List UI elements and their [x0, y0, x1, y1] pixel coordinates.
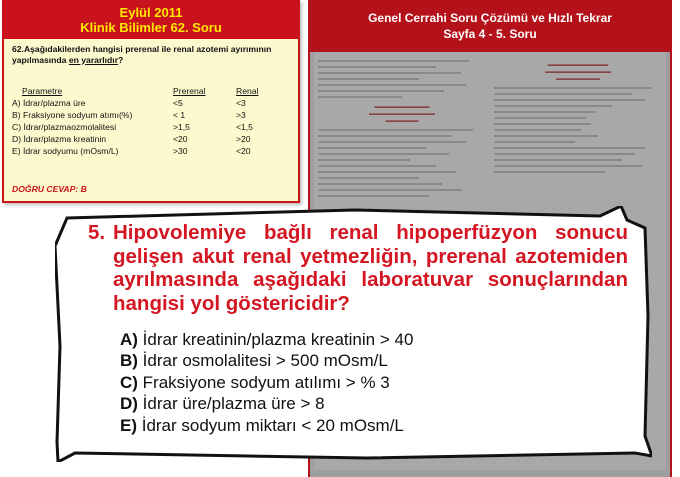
col-header-param: Parametre [22, 86, 63, 96]
option-b [120, 350, 413, 371]
table-row [12, 121, 296, 133]
question-number: 5. [88, 221, 106, 244]
question-text: Hipovolemiye bağlı renal hipoperfüzyon sonucu gelişen akut renal yetmezliğin, prerenal azotemiden ayrılmasında aşağıdaki laboratuvar sonuçlarından hangisi yol göstericidir? [113, 221, 628, 315]
card-header [4, 2, 298, 39]
renal-cell: <1,5 [236, 122, 253, 132]
table-row [12, 133, 296, 145]
param-cell: E) İdrar sodyumu (mOsm/L) [12, 146, 119, 156]
book-title: Genel Cerrahi Soru Çözümü ve Hızlı Tekrar [368, 11, 612, 25]
book-page-ref: Sayfa 4 - 5. Soru [443, 27, 537, 41]
option-a [120, 329, 413, 350]
option-letter: A) [120, 330, 138, 349]
card-question-emphasis: en yararlıdır [68, 54, 119, 65]
prerenal-cell: >1,5 [173, 122, 190, 132]
card-header-title: Klinik Bilimler 62. Soru [80, 20, 222, 35]
card-question-mark: ? [118, 54, 124, 65]
col-header-renal: Renal [236, 86, 259, 96]
option-letter: E) [120, 415, 137, 435]
table-row [12, 109, 296, 121]
scan-column-right: ▬▬▬▬▬▬▬▬▬▬▬ ▬▬▬▬▬▬▬▬▬▬▬▬ ▬▬▬▬▬▬▬▬ [494, 56, 662, 177]
param-cell: A) İdrar/plazma üre [12, 98, 86, 108]
book-page-header [310, 0, 670, 52]
answer-options [120, 329, 413, 436]
renal-cell: <20 [236, 146, 251, 156]
renal-cell: >20 [236, 134, 251, 144]
table-row [12, 97, 296, 109]
card-question-text: 62.Aşağıdakilerden hangisi prerenal ile renal azotemi ayırımının yapılmasında [12, 44, 272, 65]
renal-cell: >3 [236, 110, 246, 120]
renal-cell: <3 [236, 98, 246, 108]
card-header-date: Eylül 2011 [119, 5, 183, 20]
table-header-row [12, 85, 296, 97]
option-text: İdrar osmolalitesi > 500 mOsm/L [137, 351, 388, 371]
prerenal-cell: <20 [173, 134, 188, 144]
option-text: İdrar kreatinin/plazma kreatinin > 40 [137, 330, 414, 349]
card-question [12, 44, 290, 65]
prerenal-cell: <5 [173, 98, 183, 108]
option-e [120, 415, 413, 436]
option-d [120, 393, 413, 414]
param-cell: B) Fraksiyone sodyum atımı(%) [12, 110, 133, 120]
table-row [12, 145, 296, 157]
question-stem [88, 221, 628, 315]
option-text: İdrar sodyum miktarı < 20 mOsm/L [137, 415, 404, 435]
option-letter: C) [120, 372, 138, 392]
option-letter: B) [120, 351, 138, 371]
option-c [120, 372, 413, 393]
option-letter: D) [120, 394, 138, 414]
parameter-table [12, 85, 296, 157]
highlighted-question-box [55, 206, 652, 462]
prerenal-cell: >30 [173, 146, 188, 156]
param-cell: D) İdrar/plazma kreatinin [12, 134, 107, 144]
scan-column-left: ▬▬▬▬▬▬▬▬▬▬ ▬▬▬▬▬▬▬▬▬▬▬▬ ▬▬▬▬▬▬ [318, 56, 486, 201]
correct-answer-label: DOĞRU CEVAP: B [12, 184, 87, 194]
prerenal-cell: < 1 [173, 110, 186, 120]
option-text: Fraksiyone sodyum atılımı > % 3 [137, 372, 390, 392]
option-text: İdrar üre/plazma üre > 8 [137, 394, 325, 414]
col-header-prerenal: Prerenal [173, 86, 206, 96]
param-cell: C) İdrar/plazmaozmolalitesi [12, 122, 117, 132]
exam-question-card [2, 0, 300, 203]
